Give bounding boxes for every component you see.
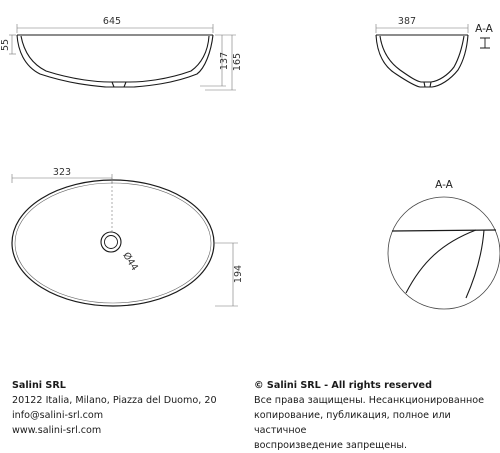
front-dimensions xyxy=(9,24,236,90)
dim-inner-height: 137 xyxy=(219,51,230,71)
side-section-label: A-A xyxy=(475,23,493,35)
detail-label: A-A xyxy=(435,179,453,191)
detail-inner-curve xyxy=(466,230,484,298)
drain-outer xyxy=(101,232,121,252)
detail-rim-line xyxy=(392,230,496,231)
side-drain xyxy=(424,82,431,87)
copyright-heading: © Salini SRL - All rights reserved xyxy=(254,380,432,391)
section-cut-marker xyxy=(480,38,490,48)
drain-inner xyxy=(105,236,118,249)
copyright-notice xyxy=(254,378,498,453)
plan-view xyxy=(12,180,214,306)
detail-outer-curve xyxy=(406,230,476,293)
front-inner-profile xyxy=(21,36,209,82)
plan-dimensions xyxy=(12,174,238,306)
company-name: Salini SRL xyxy=(12,380,66,391)
company-email[interactable]: info@salini-srl.com xyxy=(12,410,104,421)
front-drain xyxy=(112,82,126,87)
plan-outer-rim xyxy=(12,180,214,306)
detail-view xyxy=(388,197,500,309)
dim-top-width: 645 xyxy=(102,16,122,27)
company-info xyxy=(12,378,232,438)
side-section xyxy=(376,35,468,87)
dim-drain-diameter: Ø44 xyxy=(120,250,140,273)
dim-total-height: 165 xyxy=(232,52,243,72)
rights-ru-line2: копирование, публикация, полное или частичное xyxy=(254,410,451,436)
dim-side-width: 387 xyxy=(397,16,417,27)
front-elevation xyxy=(17,35,213,87)
dim-plan-half-width: 194 xyxy=(233,264,244,284)
rights-ru-line1: Все права защищены. Несанкционированное xyxy=(254,395,485,406)
plan-inner-rim xyxy=(15,183,211,303)
side-inner-profile xyxy=(380,36,464,82)
dim-rim-height: 55 xyxy=(0,38,11,52)
company-website[interactable]: www.salini-srl.com xyxy=(12,425,102,436)
dim-plan-half-length: 323 xyxy=(52,167,72,178)
rights-ru-line3: воспроизведение запрещены. xyxy=(254,440,407,451)
side-dimensions xyxy=(376,24,468,33)
front-outer-profile xyxy=(17,35,213,87)
detail-circle xyxy=(388,197,500,309)
company-address: 20122 Italia, Milano, Piazza del Duomo, 20 xyxy=(12,395,217,406)
